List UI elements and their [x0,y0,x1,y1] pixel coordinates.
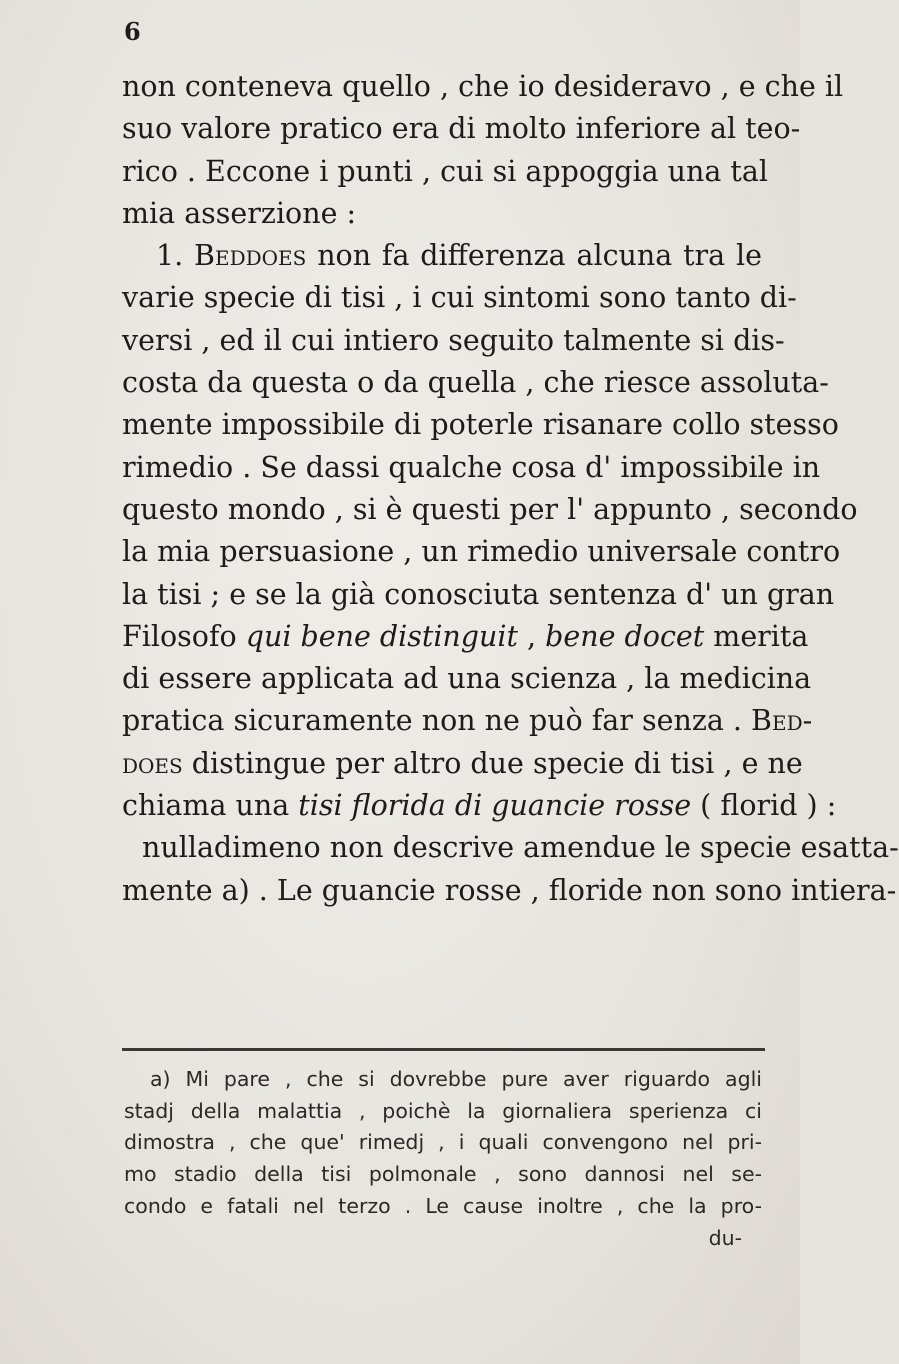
text-fragment: pratica sicuramente non ne può far senza . [122,704,752,738]
main-text [122,66,899,912]
latin-quote: qui bene distinguit [245,619,518,653]
catchword: du- [708,1225,742,1250]
text-line: mente impossibile di poterle risanare collo stesso [122,408,839,442]
text-fragment: distingue per altro due specie di tisi , e ne [182,746,803,780]
text-line: nulladimeno non descrive amendue le specie esatta- [142,831,899,865]
text-line [122,743,803,785]
text-line: versi , ed il cui intiero seguito talmente si dis- [122,323,785,357]
text-line: costa da questa o da quella , che riesce assoluta- [122,366,829,400]
text-fragment: chiama una [122,789,299,823]
text-line: questo mondo , si è questi per l' appunto , secondo [122,492,858,526]
text-line: rimedio . Se dassi qualche cosa d' impossibile in [122,450,821,484]
text-line: suo valore pratico era di molto inferiore al teo- [122,112,801,146]
author-name: does [122,746,183,780]
text-fragment: , [517,619,546,653]
text-fragment: Filosofo [122,619,246,653]
footnote [124,1064,762,1254]
page-number: 6 [124,17,141,46]
text-line [122,235,762,277]
author-name: Bed- [751,704,813,738]
latin-quote: bene docet [545,619,705,653]
footnote-line: a) Mi pare , che si dovrebbe pure aver riguardo agli [150,1067,762,1091]
italic-term: tisi florida di guancie rosse [298,789,692,823]
footnote-divider [122,1048,765,1051]
text-line [122,785,837,827]
text-line: la tisi ; e se la già conosciuta sentenza d' un gran [122,577,835,611]
text-line [122,616,809,658]
text-fragment: non fa differenza alcuna tra le [306,239,762,273]
text-fragment: merita [704,619,809,653]
text-line: mia asserzione : [122,196,357,230]
list-number: 1. [156,239,195,273]
text-line: varie specie di tisi , i cui sintomi sono tanto di- [122,281,797,315]
text-line: di essere applicata ad una scienza , la medicina [122,662,812,696]
text-line: non conteneva quello , che io desideravo , e che il [122,70,844,103]
footnote-line: stadj della malattia , poichè la giornaliera sperienza ci [124,1098,762,1123]
text-line: rico . Eccone i punti , cui si appoggia una tal [122,154,768,188]
footnote-line: mo stadio della tisi polmonale , sono dannosi nel se- [124,1162,762,1187]
text-line: mente a) . Le guancie rosse , floride non sono intiera- [122,873,897,907]
text-line [122,700,813,742]
footnote-line: dimostra , che que' rimedj , i quali convengono nel pri- [124,1130,762,1155]
text-fragment: ( florid ) : [691,789,837,823]
footnote-line: condo e fatali nel terzo . Le cause inoltre , che la pro- [124,1193,762,1218]
author-name: Beddoes [194,239,307,273]
text-line: la mia persuasione , un rimedio universale contro [122,535,841,569]
